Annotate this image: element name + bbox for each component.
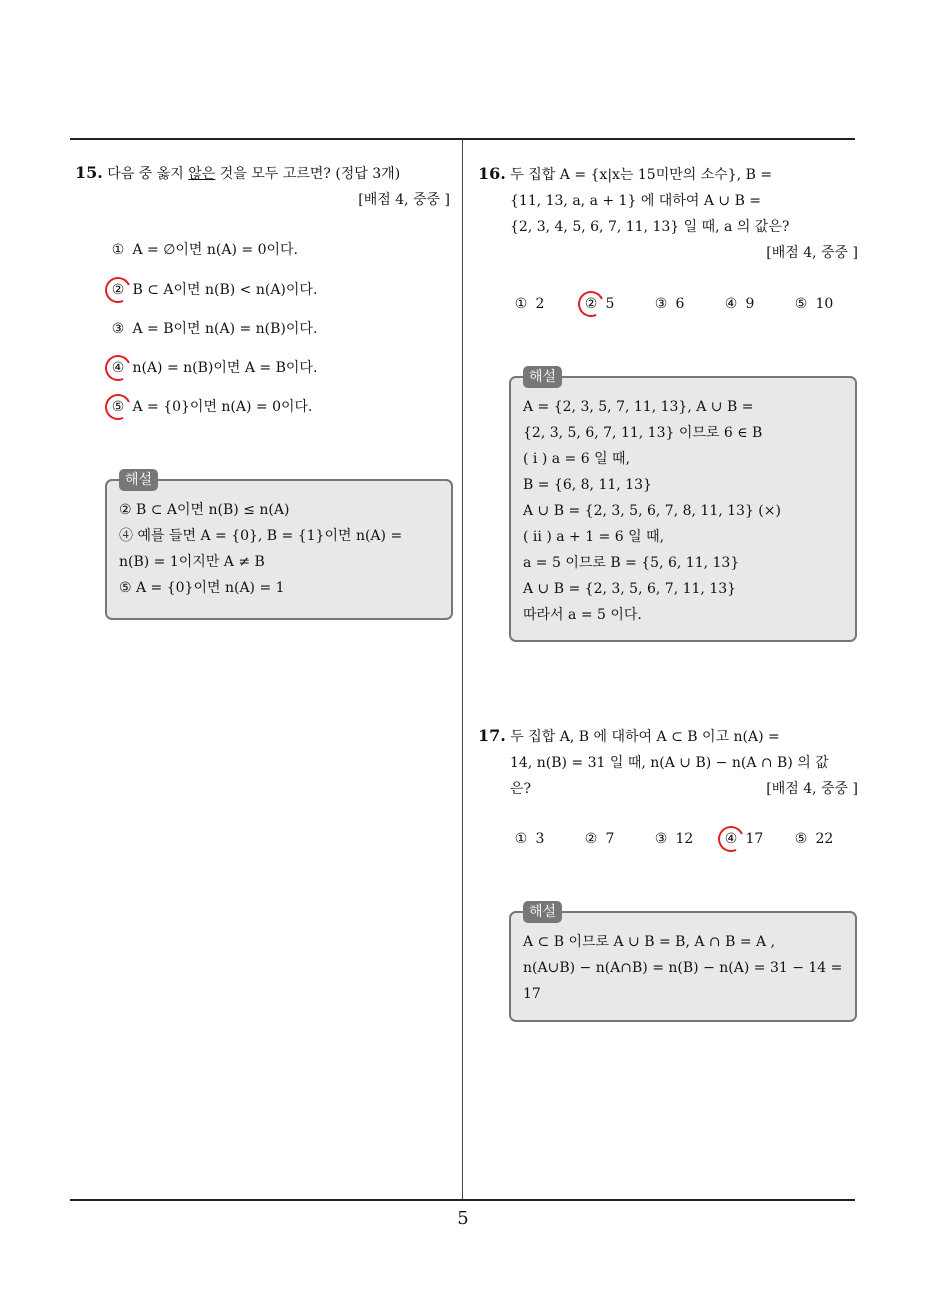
stem-underlined: 않은 xyxy=(188,166,216,182)
choice-text: 7 xyxy=(605,831,615,847)
bottom-rule xyxy=(70,1199,855,1201)
question-15-stem xyxy=(75,160,450,187)
question-17 xyxy=(478,723,858,802)
choice-mark-circled: ② xyxy=(108,279,128,301)
question-number: 16. xyxy=(478,164,506,183)
choice-text: 12 xyxy=(675,831,694,847)
stem-text: 14, n(B) = 31 일 때, n(A ∪ B) − n(A ∩ B) 의 값 xyxy=(510,755,829,771)
solution-line: A ∪ B = {2, 3, 5, 6, 7, 8, 11, 13} (×) xyxy=(523,503,781,519)
q17-choice-4[interactable] xyxy=(721,828,763,850)
q16-choice-1[interactable] xyxy=(511,293,544,315)
choice-mark-circled: ② xyxy=(581,293,601,315)
choice-text: n(A) = n(B)이면 A = B이다. xyxy=(132,360,318,376)
choice-mark: ③ xyxy=(111,321,125,337)
solution-line: A ⊂ B 이므로 A ∪ B = B, A ∩ B = A , xyxy=(523,934,776,950)
q15-choice-1[interactable] xyxy=(108,239,298,261)
choice-text: 5 xyxy=(605,296,615,312)
q16-choice-2[interactable] xyxy=(581,293,614,315)
solution-line: ( i ) a = 6 일 때, xyxy=(523,451,631,467)
q17-choice-5[interactable] xyxy=(791,828,833,850)
stem-text: 것을 모두 고르면? (정답 3개) xyxy=(215,166,401,182)
choice-text: A = {0}이면 n(A) = 0이다. xyxy=(132,399,313,415)
choice-text: 9 xyxy=(745,296,755,312)
choice-mark: ④ xyxy=(724,296,738,312)
score-label: [배점 4, 중중 ] xyxy=(358,192,450,208)
solution-line: n(A∪B) − n(A∩B) = n(B) − n(A) = 31 − 14 = xyxy=(523,960,843,976)
choice-text: B ⊂ A이면 n(B) < n(A)이다. xyxy=(132,282,318,298)
solution-line: ⑤ A = {0}이면 n(A) = 1 xyxy=(119,580,285,596)
choice-text: A = ∅이면 n(A) = 0이다. xyxy=(132,242,298,258)
choice-text: A = B이면 n(A) = n(B)이다. xyxy=(132,321,318,337)
solution-line: ( ii ) a + 1 = 6 일 때, xyxy=(523,529,665,545)
q17-solution-box xyxy=(509,904,857,1022)
choice-mark: ⑤ xyxy=(794,296,808,312)
solution-line: n(B) = 1이지만 A ≠ B xyxy=(119,554,265,570)
q15-choice-2[interactable] xyxy=(108,279,317,301)
stem-text: {2, 3, 4, 5, 6, 7, 11, 13} 일 때, a 의 값은? xyxy=(510,219,790,235)
solution-line: 17 xyxy=(523,986,541,1002)
solution-line: 따라서 a = 5 이다. xyxy=(523,607,642,623)
choice-text: 17 xyxy=(745,831,764,847)
solution-line: A = {2, 3, 5, 7, 11, 13}, A ∪ B = xyxy=(523,399,754,415)
solution-tag: 해설 xyxy=(523,901,562,923)
q16-choice-3[interactable] xyxy=(651,293,684,315)
q17-choice-3[interactable] xyxy=(651,828,693,850)
solution-tag: 해설 xyxy=(523,366,562,388)
stem-text: 다음 중 옳지 xyxy=(107,166,189,182)
choice-mark-circled: ⑤ xyxy=(108,396,128,418)
solution-tag: 해설 xyxy=(119,469,158,491)
question-17-line-1 xyxy=(478,723,858,750)
column-divider xyxy=(462,140,463,1200)
solution-line: A ∪ B = {2, 3, 5, 6, 7, 11, 13} xyxy=(523,581,737,597)
choice-mark-circled: ④ xyxy=(721,828,741,850)
q15-choice-5[interactable] xyxy=(108,396,313,418)
choice-mark-circled: ④ xyxy=(108,357,128,379)
q15-solution-box xyxy=(105,472,453,620)
choice-mark: ② xyxy=(584,831,598,847)
question-15 xyxy=(75,160,450,213)
question-number: 15. xyxy=(75,163,103,182)
choice-text: 10 xyxy=(815,296,834,312)
choice-text: 3 xyxy=(535,831,545,847)
q15-choice-3[interactable] xyxy=(108,318,317,340)
choice-mark: ③ xyxy=(654,831,668,847)
q16-solution-box xyxy=(509,369,857,642)
q16-choice-5[interactable] xyxy=(791,293,833,315)
score-label: [배점 4, 중중 ] xyxy=(766,781,858,797)
solution-line: a = 5 이므로 B = {5, 6, 11, 13} xyxy=(523,555,740,571)
choice-mark: ① xyxy=(514,831,528,847)
choice-mark: ③ xyxy=(654,296,668,312)
question-17-last-line xyxy=(478,776,858,802)
question-16-line-1 xyxy=(478,161,858,188)
question-16 xyxy=(478,161,858,266)
stem-text: 두 집합 A = {x|x는 15미만의 소수}, B = xyxy=(510,167,773,183)
q17-choice-2[interactable] xyxy=(581,828,614,850)
choice-text: 2 xyxy=(535,296,545,312)
page-number: 5 xyxy=(457,1208,469,1229)
solution-line: ② B ⊂ A이면 n(B) ≤ n(A) xyxy=(119,502,290,518)
choice-mark: ① xyxy=(111,242,125,258)
stem-text: 두 집합 A, B 에 대하여 A ⊂ B 이고 n(A) = xyxy=(510,729,780,745)
solution-line: ④ 예를 들면 A = {0}, B = {1}이면 n(A) = xyxy=(119,528,403,544)
question-number: 17. xyxy=(478,726,506,745)
solution-line: {2, 3, 5, 6, 7, 11, 13} 이므로 6 ∈ B xyxy=(523,425,763,441)
choice-mark: ⑤ xyxy=(794,831,808,847)
stem-text: 은? xyxy=(510,781,532,797)
solution-line: B = {6, 8, 11, 13} xyxy=(523,477,652,493)
q17-choice-1[interactable] xyxy=(511,828,544,850)
q16-choice-4[interactable] xyxy=(721,293,754,315)
choice-mark: ① xyxy=(514,296,528,312)
choice-text: 22 xyxy=(815,831,834,847)
q15-choice-4[interactable] xyxy=(108,357,317,379)
stem-text: {11, 13, a, a + 1} 에 대하여 A ∪ B = xyxy=(510,193,762,209)
score-label: [배점 4, 중중 ] xyxy=(766,245,858,261)
choice-text: 6 xyxy=(675,296,685,312)
